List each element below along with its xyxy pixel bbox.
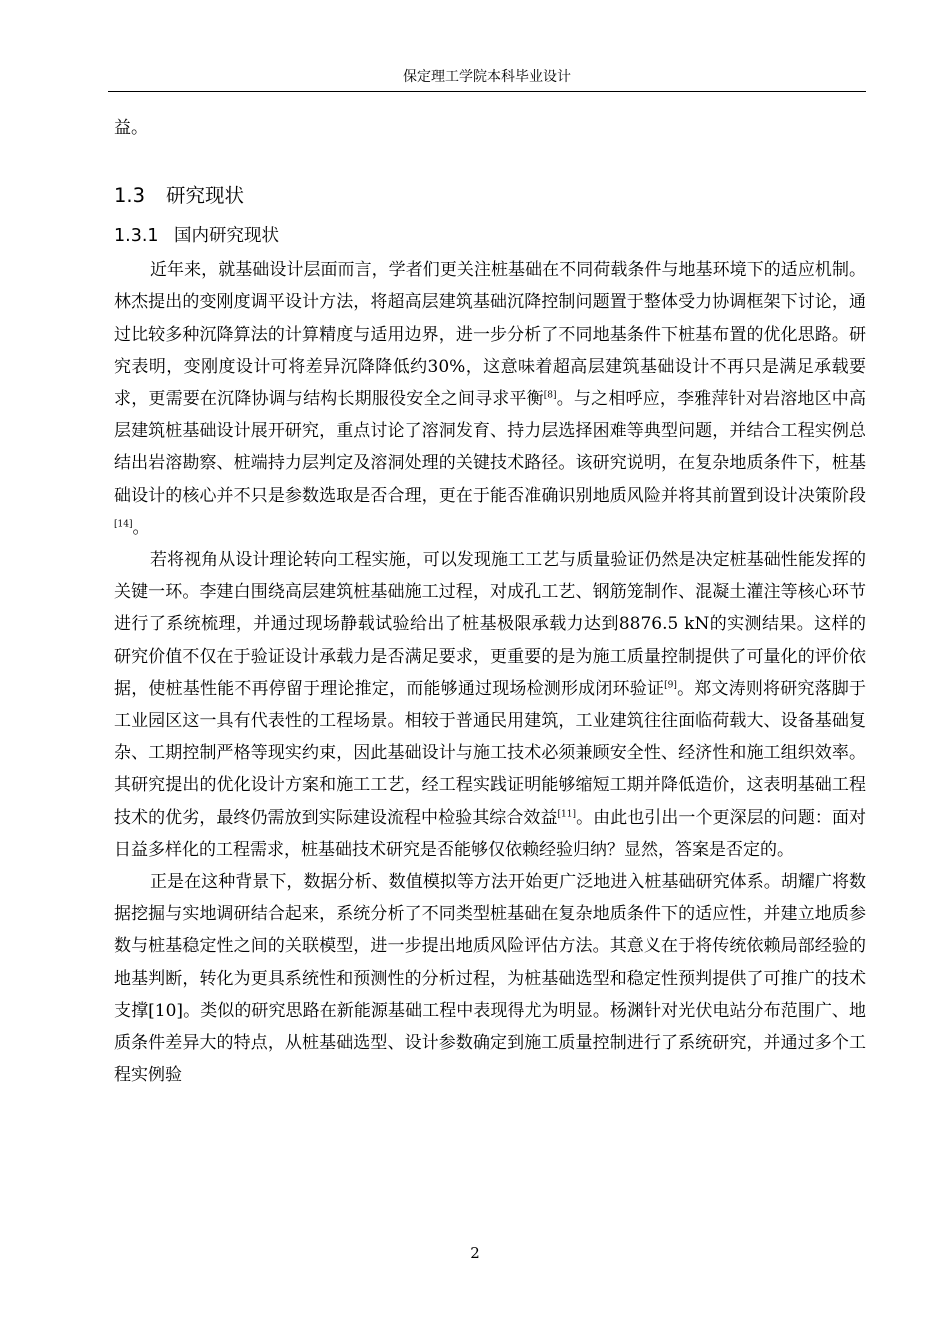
subsection-title: 国内研究现状 — [174, 226, 279, 247]
subsection-heading — [114, 220, 866, 252]
header-title: 保定理工学院本科毕业设计 — [403, 69, 571, 85]
page-header — [108, 66, 866, 92]
page-number: 2 — [470, 1244, 480, 1262]
paragraph-1-text-c: 。 — [132, 517, 150, 538]
paragraph-1-text-b: 。与之相呼应，李雅萍针对岩溶地区中高层建筑桩基础设计展开研究，重点讨论了溶洞发育、持力层选择困难等典型问题，并结合工程实例总结出岩溶勘察、桩端持力层判定及溶洞处理的关键技术路径。该研究说明，在复杂地质条件下，桩基础设计的核心并不只是参数选取是否合理，更在于能否准确识别地质风险并将其前置到设计决策阶段 — [114, 389, 866, 506]
paragraph-2 — [114, 544, 866, 866]
citation-9: [9] — [664, 680, 677, 691]
paragraph-1-text-a: 近年来，就基础设计层面而言，学者们更关注桩基础在不同荷载条件与地基环境下的适应机制。林杰提出的变刚度调平设计方法，将超高层建筑基础沉降控制问题置于整体受力协调框架下讨论，通过比较多种沉降算法的计算精度与适用边界，进一步分析了不同地基条件下桩基布置的优化思路。研究表明，变刚度设计可将差异沉降降低约30%，这意味着超高层建筑基础设计不再只是满足承载要求，更需要在沉降协调与结构长期服役安全之间寻求平衡 — [114, 260, 866, 410]
document-body — [114, 112, 866, 1091]
paragraph-1 — [114, 254, 866, 544]
paragraph-3 — [114, 866, 866, 1091]
continuation-text: 益。 — [114, 118, 148, 138]
subsection-number: 1.3.1 — [114, 226, 159, 247]
section-heading — [114, 180, 866, 212]
paragraph-2-text-b: 。郑文涛则将研究落脚于工业园区这一具有代表性的工程场景。相较于普通民用建筑，工业建筑往往面临荷载大、设备基础复杂、工期控制严格等现实约束，因此基础设计与施工技术必须兼顾安全性、经济性和施工组织效率。其研究提出的优化设计方案和施工工艺，经工程实践证明能够缩短工期并降低造价，这表明基础工程技术的优劣，最终仍需放到实际建设流程中检验其综合效益 — [114, 678, 867, 828]
citation-8: [8] — [543, 390, 557, 401]
citation-14: [14] — [114, 519, 133, 530]
citation-11: [11] — [557, 809, 577, 819]
section-title: 研究现状 — [166, 184, 245, 208]
section-number: 1.3 — [114, 184, 146, 208]
paragraph-2-text-c: 。由此也引出一个更深层的问题：面对日益多样化的工程需求，桩基础技术研究是否能够仅依赖经验归纳？显然，答案是否定的。 — [114, 807, 867, 860]
paragraph-2-text-a: 若将视角从设计理论转向工程实施，可以发现施工工艺与质量验证仍然是决定桩基础性能发挥的关键一环。李建白围绕高层建筑桩基础施工过程，对成孔工艺、钢筋笼制作、混凝土灌注等核心环节进行了系统梳理，并通过现场静载试验给出了桩基极限承载力达到8876.5 kN的实测结果。这样的研究价值不仅在于验证设计承载力是否满足要求，更重要的是为施工质量控制提供了可量化的评价依据，使桩基性能不再停留于理论推定，而能够通过现场检测形成闭环验证 — [114, 550, 866, 699]
paragraph-3-text: 正是在这种背景下，数据分析、数值模拟等方法开始更广泛地进入桩基础研究体系。胡耀广将数据挖掘与实地调研结合起来，系统分析了不同类型桩基础在复杂地质条件下的适应性，并建立地质参数与桩基稳定性之间的关联模型，进一步提出地质风险评估方法。其意义在于将传统依赖局部经验的地基判断，转化为更具系统性和预测性的分析过程，为桩基础选型和稳定性预判提供了可推广的技术支撑[10]。类似的研究思路在新能源基础工程中表现得尤为明显。杨渊针对光伏电站分布范围广、地质条件差异大的特点，从桩基础选型、设计参数确定到施工质量控制进行了系统研究，并通过多个工程实例验 — [114, 872, 866, 1086]
